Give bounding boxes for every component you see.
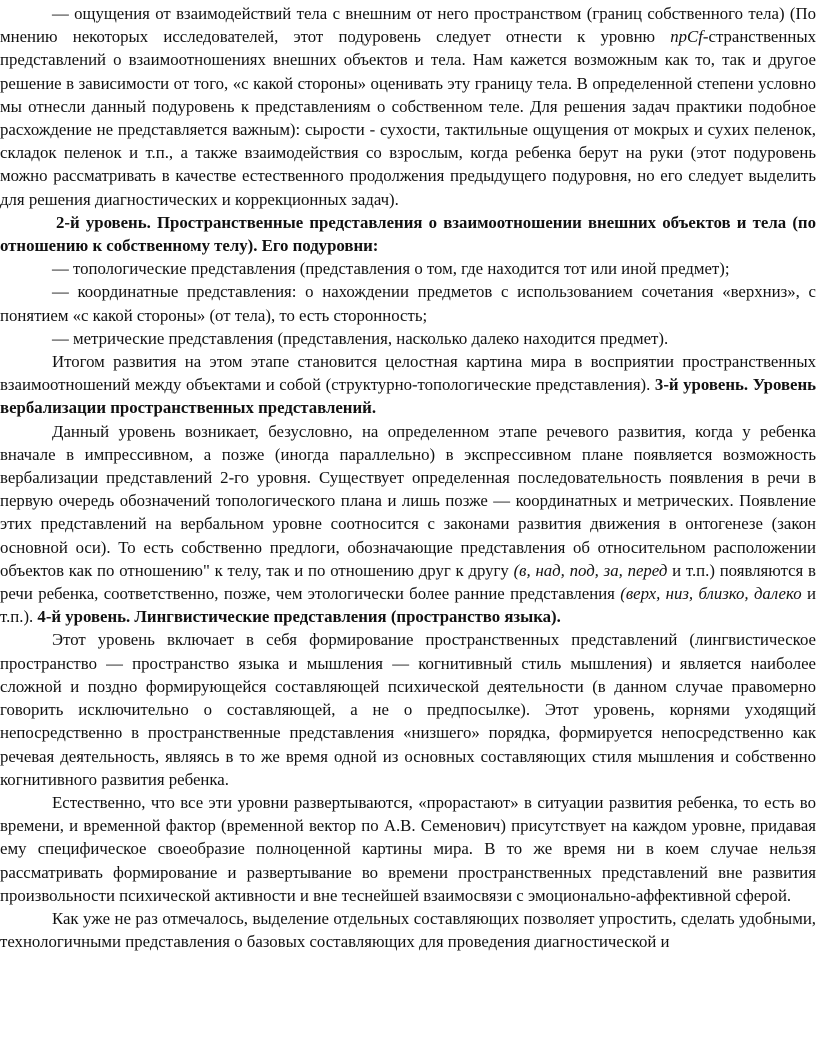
list-item-metric: — метрические представления (представления, насколько далеко находится предмет). [52,328,669,348]
italic-run: (верх, низ, близко, далеко [620,584,802,604]
bold-run: 2-й уровень. Пространственные представления о взаимоотношении внешних объектов и тела (по отношению к собственному телу). Его подуровни: [0,212,816,256]
paragraph-conclusion: Как уже не раз отмечалось, выделение отдельных составляющих позволяет упростить, сделать удобными, технологичными представления о базовых составляющих для проведения диагностической и [0,908,816,952]
text-run: и т.п.) появляются в речи ребенка, соответственно, позже, чем этологически более ранние представления [0,560,816,604]
text-run: — ощущения от взаимодействий тела с внешним от него пространством (границ собственного тела) (По мнению некоторых исследователей, этот подуровень следует отнести к уровню [0,4,816,47]
paragraph-time-factor: Естественно, что все эти уровни развертываются, «прорастают» в ситуации развития ребенка, то есть во времени, и временной фактор (временной вектор по А.В. Семенович) присутствует на каждом уровне, придавая ему специфическое своеобразие полноценной картины мира. В то же время ни в коем случае нельзя рассматривать формирование и развертывание во времени пространственных представлений вне развития произвольности психической активности и вне теснейшей взаимосвязи с эмоционально-аффективной сферой. [0,792,816,905]
heading-level-2 [0,211,816,257]
text-run: Данный уровень возникает, безусловно, на определенном этапе речевого развития, когда у ребенка вначале в импрессивном, а позже (иногда параллельно) в экспрессивном плане появляется возможность вербализации представлений 2-го уровня. Существует определенная последовательность появления в речи в первую очередь обозначений топологического плана и лишь позже — координатных и метрических. Появление этих представлений на вербальном уровне соотносится с законами развития движения в онтогенезе (закон основной оси). То есть собственно предлоги, обозначающие представления об относительном расположении объектов как по отношению" к телу, так и по отношению друг к другу [0,421,816,580]
paragraph-body-boundaries [0,2,816,211]
text-run: странственных представлений о взаимоотношениях внешних объектов и тела. Нам кажется возможным как то, так и другое решение в зависимости от того, «с какой стороны» оценивать эту границу тела. В определенной степени условно мы отнесли данный подуровень к представлениям о собственном теле. Для решения задач практики подобное расхождение не представляется важным): сырости - сухости, тактильные ощущения от мокрых и сухих пеленок, складок пеленок и т.п., а также взаимодействия со взрослым, когда ребенка берут на руки (этот подуровень можно рассматривать в качестве естественного продолжения предыдущего подуровня, но его следует выделить для решения диагностических и коррекционных задач). [0,27,816,209]
italic-run: прСf- [670,27,709,47]
text-run: Итогом развития на этом этапе становится целостная картина мира в восприятии пространственных взаимоотношений между объектами и собой (структурно-топологические представления). [0,352,816,395]
bold-run: 4-й уровень. Лингвистические представления (пространство языка). [37,607,561,627]
italic-run: (в, над, под, за, перед [513,560,668,580]
paragraph-verbalization [0,420,816,629]
text-run: и т.п.). [0,584,816,627]
list-item-coordinate: — координатные представления: о нахождении предметов с использованием сочетания «верхниз», с понятием «с какой стороны» (от тела), то есть сторонность; [0,282,816,325]
paragraph-linguistic: Этот уровень включает в себя формирование пространственных представлений (лингвистическое пространство — пространство языка и мышления — когнитивный стиль мышления) и является наиболее сложной и поздно формирующейся составляющей психической деятельности (в данном случае правомерно говорить исключительно о составляющей, а не о предпосылке). Этот уровень, корнями уходящий непосредственно в пространственные представления «низшего» порядка, формируется непосредственно как речевая деятельность, являясь в то же время одной из основных составляющих стиля мышления и собственно когнитивного развития ребенка. [0,630,816,789]
paragraph-result-level-3 [0,350,816,420]
list-item-topological: — топологические представления (представления о том, где находится тот или иной предмет); [52,259,730,279]
bold-run: 3-й уровень. Уровень вербализации пространственных представлений. [0,375,816,418]
